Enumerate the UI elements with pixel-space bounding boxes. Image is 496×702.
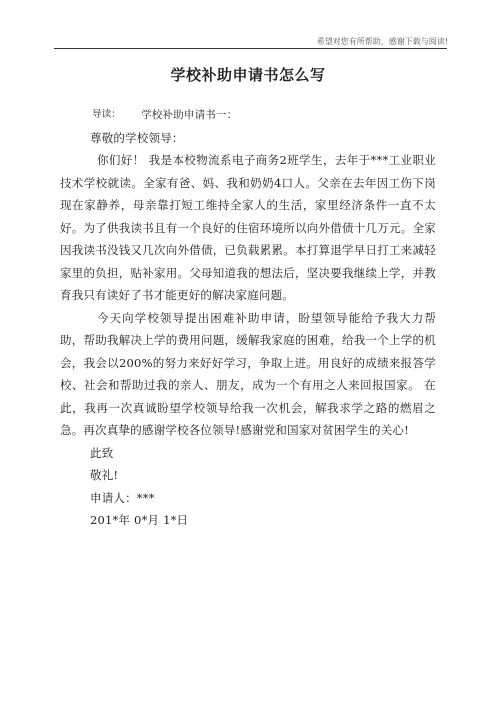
- body-paragraph-2: 今天向学校领导提出困难补助申请，盼望领导能给予我大力帮助，帮助我解决上学的费用问题，缓解我家庭的困难，给我一个上学的机会，我会以200%的努力来好好学习，争取上进。用良好的成绩来报答学校、社会和帮助过我的亲人、朋友，成为一个有用之人来回报国家。 在此，我再一次真诚盼望学校领导给我一次机会，解我求学之路的燃眉之急。再次真挚的感谢学校各位领导!感谢党和国家对贫困学生的关心!: [60, 310, 436, 437]
- closing-regards: 敬礼!: [90, 468, 119, 482]
- lead-label: 导读：: [92, 109, 122, 120]
- signature-block: [60, 442, 436, 532]
- body-paragraph-1: 你们好！ 我是本校物流系电子商务2班学生，去年于***工业职业技术学校就读。全家有爸、妈、我和奶奶4口人。父亲在去年因工伤下岗现在家静养，母亲靠打短工维持全家人的生活，家里经济条件一直不太好。为了供我读书且有一个良好的住宿环境所以向外借债十几万元。全家因我读书没钱又几次向外借债，已负载累累。本打算退学早日打工来减轻家里的负担，贴补家用。父母知道我的想法后，坚决要我继续上学，并教育我只有读好了书才能更好的解决家庭问题。: [60, 153, 436, 302]
- page-header-note: 希望对您有所帮助，感谢下载与阅读!: [316, 37, 448, 46]
- page-title: 学校补助申请书怎么写: [170, 66, 326, 84]
- applicant-line: 申请人：***: [90, 490, 155, 505]
- date-line: 201*年 0*月 1*日: [90, 513, 189, 527]
- lead-text: 学校补助申请书一：: [141, 109, 238, 121]
- document-body: [60, 104, 436, 532]
- lead-line: [60, 104, 436, 127]
- greeting: 尊敬的学校领导：: [90, 130, 184, 145]
- header-divider: [54, 48, 447, 49]
- closing-salutation: 此致: [90, 445, 114, 460]
